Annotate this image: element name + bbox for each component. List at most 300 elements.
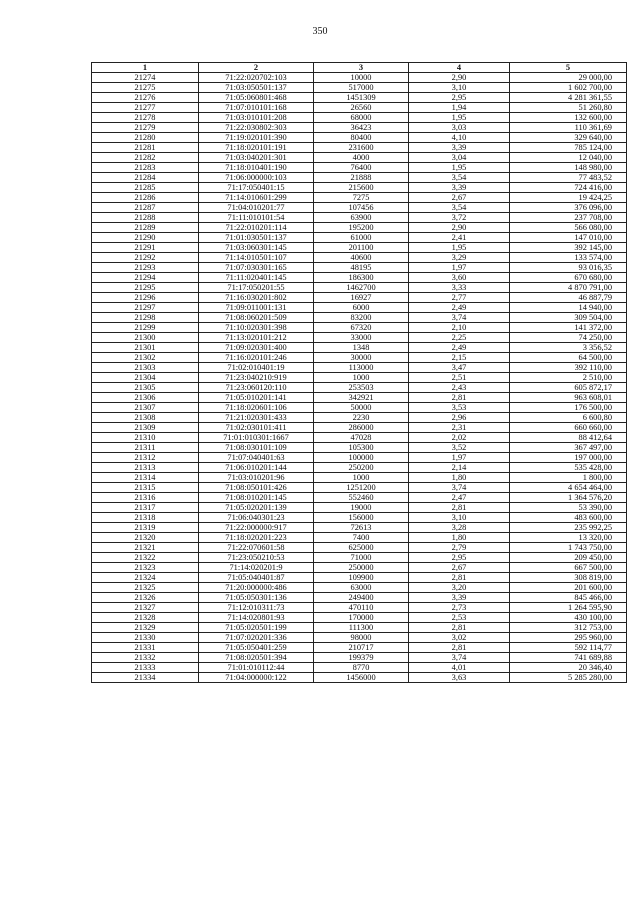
rate-cell: 1,97 bbox=[409, 453, 510, 463]
rate-cell: 2,73 bbox=[409, 603, 510, 613]
amount-cell: 13 320,00 bbox=[510, 533, 627, 543]
rate-cell: 1,95 bbox=[409, 243, 510, 253]
row-number-cell: 21301 bbox=[92, 343, 199, 353]
cadastral-number-cell: 71:05:050301:136 bbox=[199, 593, 314, 603]
amount-cell: 376 096,00 bbox=[510, 203, 627, 213]
amount-cell: 14 940,00 bbox=[510, 303, 627, 313]
cadastral-number-cell: 71:13:020101:212 bbox=[199, 333, 314, 343]
area-cell: 71000 bbox=[314, 553, 409, 563]
table-row bbox=[92, 273, 627, 283]
amount-cell: 295 960,00 bbox=[510, 633, 627, 643]
amount-cell: 329 640,00 bbox=[510, 133, 627, 143]
rate-cell: 2,53 bbox=[409, 613, 510, 623]
area-cell: 61000 bbox=[314, 233, 409, 243]
table-row bbox=[92, 633, 627, 643]
table-row bbox=[92, 463, 627, 473]
table-row bbox=[92, 613, 627, 623]
table-row bbox=[92, 153, 627, 163]
area-cell: 10000 bbox=[314, 73, 409, 83]
cadastral-number-cell: 71:22:070601:58 bbox=[199, 543, 314, 553]
rate-cell: 2,81 bbox=[409, 503, 510, 513]
area-cell: 249400 bbox=[314, 593, 409, 603]
row-number-cell: 21306 bbox=[92, 393, 199, 403]
row-number-cell: 21297 bbox=[92, 303, 199, 313]
table-row bbox=[92, 553, 627, 563]
amount-cell: 592 114,77 bbox=[510, 643, 627, 653]
table-row bbox=[92, 563, 627, 573]
table-row bbox=[92, 283, 627, 293]
rate-cell: 1,95 bbox=[409, 113, 510, 123]
cadastral-number-cell: 71:12:010311:73 bbox=[199, 603, 314, 613]
area-cell: 4000 bbox=[314, 153, 409, 163]
table-row bbox=[92, 603, 627, 613]
rate-cell: 3,33 bbox=[409, 283, 510, 293]
cadastral-number-cell: 71:08:060201:509 bbox=[199, 313, 314, 323]
area-cell: 68000 bbox=[314, 113, 409, 123]
row-number-cell: 21318 bbox=[92, 513, 199, 523]
rate-cell: 3,20 bbox=[409, 583, 510, 593]
cadastral-number-cell: 71:14:010601:299 bbox=[199, 193, 314, 203]
cadastral-number-cell: 71:03:060301:145 bbox=[199, 243, 314, 253]
amount-cell: 392 110,00 bbox=[510, 363, 627, 373]
row-number-cell: 21314 bbox=[92, 473, 199, 483]
area-cell: 231600 bbox=[314, 143, 409, 153]
area-cell: 48195 bbox=[314, 263, 409, 273]
area-cell: 1456000 bbox=[314, 673, 409, 683]
area-cell: 30000 bbox=[314, 353, 409, 363]
row-number-cell: 21287 bbox=[92, 203, 199, 213]
amount-cell: 4 281 361,55 bbox=[510, 93, 627, 103]
rate-cell: 2,67 bbox=[409, 563, 510, 573]
area-cell: 63900 bbox=[314, 213, 409, 223]
row-number-cell: 21278 bbox=[92, 113, 199, 123]
rate-cell: 3,74 bbox=[409, 483, 510, 493]
rate-cell: 2,77 bbox=[409, 293, 510, 303]
amount-cell: 367 497,00 bbox=[510, 443, 627, 453]
amount-cell: 308 819,00 bbox=[510, 573, 627, 583]
row-number-cell: 21296 bbox=[92, 293, 199, 303]
row-number-cell: 21316 bbox=[92, 493, 199, 503]
amount-cell: 74 250,00 bbox=[510, 333, 627, 343]
cadastral-number-cell: 71:22:030802:303 bbox=[199, 123, 314, 133]
cadastral-number-cell: 71:05:020201:139 bbox=[199, 503, 314, 513]
amount-cell: 1 602 700,00 bbox=[510, 83, 627, 93]
cadastral-number-cell: 71:07:040401:63 bbox=[199, 453, 314, 463]
amount-cell: 141 372,00 bbox=[510, 323, 627, 333]
amount-cell: 12 040,00 bbox=[510, 153, 627, 163]
amount-cell: 201 600,00 bbox=[510, 583, 627, 593]
rate-cell: 2,02 bbox=[409, 433, 510, 443]
rate-cell: 4,10 bbox=[409, 133, 510, 143]
area-cell: 63000 bbox=[314, 583, 409, 593]
amount-cell: 1 743 750,00 bbox=[510, 543, 627, 553]
table-row bbox=[92, 513, 627, 523]
amount-cell: 483 600,00 bbox=[510, 513, 627, 523]
cadastral-number-cell: 71:22:000000:917 bbox=[199, 523, 314, 533]
row-number-cell: 21308 bbox=[92, 413, 199, 423]
amount-cell: 1 264 595,90 bbox=[510, 603, 627, 613]
row-number-cell: 21325 bbox=[92, 583, 199, 593]
row-number-cell: 21292 bbox=[92, 253, 199, 263]
area-cell: 1348 bbox=[314, 343, 409, 353]
rate-cell: 2,25 bbox=[409, 333, 510, 343]
cadastral-number-cell: 71:18:010401:190 bbox=[199, 163, 314, 173]
area-cell: 286000 bbox=[314, 423, 409, 433]
row-number-cell: 21305 bbox=[92, 383, 199, 393]
area-cell: 186300 bbox=[314, 273, 409, 283]
table-body bbox=[92, 73, 627, 683]
cadastral-number-cell: 71:14:020801:93 bbox=[199, 613, 314, 623]
rate-cell: 2,81 bbox=[409, 643, 510, 653]
row-number-cell: 21309 bbox=[92, 423, 199, 433]
area-cell: 105300 bbox=[314, 443, 409, 453]
rate-cell: 3,10 bbox=[409, 83, 510, 93]
table-row bbox=[92, 393, 627, 403]
cadastral-number-cell: 71:02:010401:19 bbox=[199, 363, 314, 373]
cadastral-number-cell: 71:22:010201:114 bbox=[199, 223, 314, 233]
cadastral-number-cell: 71:03:010101:208 bbox=[199, 113, 314, 123]
area-cell: 253503 bbox=[314, 383, 409, 393]
amount-cell: 147 010,00 bbox=[510, 233, 627, 243]
table-row bbox=[92, 403, 627, 413]
table-row bbox=[92, 433, 627, 443]
rate-cell: 3,39 bbox=[409, 183, 510, 193]
row-number-cell: 21275 bbox=[92, 83, 199, 93]
cadastral-number-cell: 71:07:020201:336 bbox=[199, 633, 314, 643]
amount-cell: 235 992,25 bbox=[510, 523, 627, 533]
row-number-cell: 21330 bbox=[92, 633, 199, 643]
area-cell: 21888 bbox=[314, 173, 409, 183]
rate-cell: 3,39 bbox=[409, 593, 510, 603]
cadastral-number-cell: 71:19:020101:390 bbox=[199, 133, 314, 143]
row-number-cell: 21307 bbox=[92, 403, 199, 413]
cadastral-number-cell: 71:08:030101:109 bbox=[199, 443, 314, 453]
area-cell: 625000 bbox=[314, 543, 409, 553]
table-row bbox=[92, 203, 627, 213]
cadastral-number-cell: 71:06:040301:23 bbox=[199, 513, 314, 523]
row-number-cell: 21291 bbox=[92, 243, 199, 253]
amount-cell: 110 361,69 bbox=[510, 123, 627, 133]
table-row bbox=[92, 343, 627, 353]
rate-cell: 3,74 bbox=[409, 313, 510, 323]
area-cell: 215600 bbox=[314, 183, 409, 193]
cadastral-number-cell: 71:10:020301:398 bbox=[199, 323, 314, 333]
amount-cell: 88 412,64 bbox=[510, 433, 627, 443]
amount-cell: 6 600,80 bbox=[510, 413, 627, 423]
area-cell: 470110 bbox=[314, 603, 409, 613]
area-cell: 76400 bbox=[314, 163, 409, 173]
rate-cell: 3,72 bbox=[409, 213, 510, 223]
table-row bbox=[92, 673, 627, 683]
rate-cell: 2,81 bbox=[409, 393, 510, 403]
area-cell: 1451309 bbox=[314, 93, 409, 103]
table-row bbox=[92, 443, 627, 453]
amount-cell: 3 356,52 bbox=[510, 343, 627, 353]
cadastral-number-cell: 71:18:020601:106 bbox=[199, 403, 314, 413]
table-row bbox=[92, 373, 627, 383]
cadastral-number-cell: 71:22:020702:103 bbox=[199, 73, 314, 83]
cadastral-number-cell: 71:01:030501:137 bbox=[199, 233, 314, 243]
row-number-cell: 21277 bbox=[92, 103, 199, 113]
rate-cell: 4,01 bbox=[409, 663, 510, 673]
table-row bbox=[92, 173, 627, 183]
row-number-cell: 21310 bbox=[92, 433, 199, 443]
area-cell: 100000 bbox=[314, 453, 409, 463]
amount-cell: 724 416,00 bbox=[510, 183, 627, 193]
amount-cell: 309 504,00 bbox=[510, 313, 627, 323]
table-row bbox=[92, 313, 627, 323]
amount-cell: 209 450,00 bbox=[510, 553, 627, 563]
row-number-cell: 21282 bbox=[92, 153, 199, 163]
cadastral-number-cell: 71:11:010101:54 bbox=[199, 213, 314, 223]
row-number-cell: 21331 bbox=[92, 643, 199, 653]
area-cell: 199379 bbox=[314, 653, 409, 663]
rate-cell: 2,81 bbox=[409, 623, 510, 633]
amount-cell: 64 500,00 bbox=[510, 353, 627, 363]
cadastral-number-cell: 71:01:010301:1667 bbox=[199, 433, 314, 443]
amount-cell: 963 608,01 bbox=[510, 393, 627, 403]
table-row bbox=[92, 253, 627, 263]
area-cell: 7275 bbox=[314, 193, 409, 203]
amount-cell: 312 753,00 bbox=[510, 623, 627, 633]
rate-cell: 2,49 bbox=[409, 303, 510, 313]
amount-cell: 660 660,00 bbox=[510, 423, 627, 433]
row-number-cell: 21327 bbox=[92, 603, 199, 613]
row-number-cell: 21329 bbox=[92, 623, 199, 633]
area-cell: 170000 bbox=[314, 613, 409, 623]
rate-cell: 3,03 bbox=[409, 123, 510, 133]
rate-cell: 3,39 bbox=[409, 143, 510, 153]
area-cell: 2230 bbox=[314, 413, 409, 423]
amount-cell: 20 346,40 bbox=[510, 663, 627, 673]
table-row bbox=[92, 423, 627, 433]
cadastral-number-cell: 71:18:020101:191 bbox=[199, 143, 314, 153]
row-number-cell: 21317 bbox=[92, 503, 199, 513]
rate-cell: 1,97 bbox=[409, 263, 510, 273]
cadastral-number-cell: 71:18:020201:223 bbox=[199, 533, 314, 543]
cadastral-number-cell: 71:09:020301:400 bbox=[199, 343, 314, 353]
amount-cell: 741 689,88 bbox=[510, 653, 627, 663]
rate-cell: 3,47 bbox=[409, 363, 510, 373]
row-number-cell: 21326 bbox=[92, 593, 199, 603]
rate-cell: 2,79 bbox=[409, 543, 510, 553]
rate-cell: 2,43 bbox=[409, 383, 510, 393]
row-number-cell: 21313 bbox=[92, 463, 199, 473]
row-number-cell: 21286 bbox=[92, 193, 199, 203]
amount-cell: 19 424,25 bbox=[510, 193, 627, 203]
table-row bbox=[92, 163, 627, 173]
table-row bbox=[92, 293, 627, 303]
amount-cell: 392 145,00 bbox=[510, 243, 627, 253]
amount-cell: 1 800,00 bbox=[510, 473, 627, 483]
cadastral-number-cell: 71:02:030101:411 bbox=[199, 423, 314, 433]
area-cell: 156000 bbox=[314, 513, 409, 523]
rate-cell: 2,41 bbox=[409, 233, 510, 243]
area-cell: 250000 bbox=[314, 563, 409, 573]
cadastral-number-cell: 71:09:011001:131 bbox=[199, 303, 314, 313]
table-row bbox=[92, 93, 627, 103]
area-cell: 552460 bbox=[314, 493, 409, 503]
area-cell: 26560 bbox=[314, 103, 409, 113]
amount-cell: 51 260,80 bbox=[510, 103, 627, 113]
rate-cell: 1,94 bbox=[409, 103, 510, 113]
amount-cell: 197 000,00 bbox=[510, 453, 627, 463]
area-cell: 7400 bbox=[314, 533, 409, 543]
table-row bbox=[92, 243, 627, 253]
area-cell: 1000 bbox=[314, 373, 409, 383]
table-row bbox=[92, 523, 627, 533]
amount-cell: 132 600,00 bbox=[510, 113, 627, 123]
row-number-cell: 21332 bbox=[92, 653, 199, 663]
row-number-cell: 21319 bbox=[92, 523, 199, 533]
table-row bbox=[92, 643, 627, 653]
table-row bbox=[92, 83, 627, 93]
row-number-cell: 21279 bbox=[92, 123, 199, 133]
cadastral-number-cell: 71:05:040401:87 bbox=[199, 573, 314, 583]
rate-cell: 3,74 bbox=[409, 653, 510, 663]
area-cell: 113000 bbox=[314, 363, 409, 373]
amount-cell: 4 654 464,00 bbox=[510, 483, 627, 493]
rate-cell: 3,52 bbox=[409, 443, 510, 453]
row-number-cell: 21334 bbox=[92, 673, 199, 683]
table-row bbox=[92, 353, 627, 363]
cadastral-number-cell: 71:08:020501:394 bbox=[199, 653, 314, 663]
column-header-2: 2 bbox=[199, 63, 314, 73]
row-number-cell: 21302 bbox=[92, 353, 199, 363]
column-header-4: 4 bbox=[409, 63, 510, 73]
area-cell: 250200 bbox=[314, 463, 409, 473]
table-row bbox=[92, 363, 627, 373]
amount-cell: 29 000,00 bbox=[510, 73, 627, 83]
row-number-cell: 21323 bbox=[92, 563, 199, 573]
area-cell: 517000 bbox=[314, 83, 409, 93]
table-row bbox=[92, 383, 627, 393]
row-number-cell: 21280 bbox=[92, 133, 199, 143]
rate-cell: 2,90 bbox=[409, 223, 510, 233]
area-cell: 72613 bbox=[314, 523, 409, 533]
row-number-cell: 21303 bbox=[92, 363, 199, 373]
rate-cell: 2,47 bbox=[409, 493, 510, 503]
rate-cell: 2,15 bbox=[409, 353, 510, 363]
amount-cell: 2 510,00 bbox=[510, 373, 627, 383]
table-row bbox=[92, 593, 627, 603]
cadastral-number-cell: 71:21:020301:433 bbox=[199, 413, 314, 423]
table-row bbox=[92, 183, 627, 193]
area-cell: 111300 bbox=[314, 623, 409, 633]
area-cell: 1462700 bbox=[314, 283, 409, 293]
area-cell: 8770 bbox=[314, 663, 409, 673]
column-header-3: 3 bbox=[314, 63, 409, 73]
area-cell: 201100 bbox=[314, 243, 409, 253]
table-header bbox=[92, 63, 627, 73]
table-row bbox=[92, 653, 627, 663]
cadastral-number-cell: 71:05:060801:468 bbox=[199, 93, 314, 103]
cadastral-number-cell: 71:07:030301:165 bbox=[199, 263, 314, 273]
table-row bbox=[92, 543, 627, 553]
amount-cell: 430 100,00 bbox=[510, 613, 627, 623]
rate-cell: 3,53 bbox=[409, 403, 510, 413]
cadastral-number-cell: 71:05:020501:199 bbox=[199, 623, 314, 633]
row-number-cell: 21289 bbox=[92, 223, 199, 233]
amount-cell: 670 680,00 bbox=[510, 273, 627, 283]
cadastral-number-cell: 71:03:050501:137 bbox=[199, 83, 314, 93]
cadastral-number-cell: 71:23:040210:919 bbox=[199, 373, 314, 383]
cadastral-number-cell: 71:11:020401:145 bbox=[199, 273, 314, 283]
rate-cell: 1,80 bbox=[409, 533, 510, 543]
rate-cell: 2,96 bbox=[409, 413, 510, 423]
rate-cell: 2,95 bbox=[409, 553, 510, 563]
rate-cell: 2,31 bbox=[409, 423, 510, 433]
rate-cell: 2,95 bbox=[409, 93, 510, 103]
cadastral-number-cell: 71:17:050201:55 bbox=[199, 283, 314, 293]
area-cell: 80400 bbox=[314, 133, 409, 143]
rate-cell: 2,14 bbox=[409, 463, 510, 473]
row-number-cell: 21298 bbox=[92, 313, 199, 323]
row-number-cell: 21290 bbox=[92, 233, 199, 243]
table-row bbox=[92, 123, 627, 133]
row-number-cell: 21284 bbox=[92, 173, 199, 183]
area-cell: 210717 bbox=[314, 643, 409, 653]
amount-cell: 667 500,00 bbox=[510, 563, 627, 573]
row-number-cell: 21320 bbox=[92, 533, 199, 543]
row-number-cell: 21333 bbox=[92, 663, 199, 673]
amount-cell: 133 574,00 bbox=[510, 253, 627, 263]
amount-cell: 566 080,00 bbox=[510, 223, 627, 233]
area-cell: 36423 bbox=[314, 123, 409, 133]
rate-cell: 2,49 bbox=[409, 343, 510, 353]
area-cell: 195200 bbox=[314, 223, 409, 233]
rate-cell: 3,02 bbox=[409, 633, 510, 643]
cadastral-number-cell: 71:14:020201:9 bbox=[199, 563, 314, 573]
row-number-cell: 21324 bbox=[92, 573, 199, 583]
cadastral-number-cell: 71:23:050210:53 bbox=[199, 553, 314, 563]
column-header-5: 5 bbox=[510, 63, 627, 73]
table-row bbox=[92, 503, 627, 513]
table-row bbox=[92, 583, 627, 593]
area-cell: 1000 bbox=[314, 473, 409, 483]
cadastral-number-cell: 71:03:040201:301 bbox=[199, 153, 314, 163]
amount-cell: 176 500,00 bbox=[510, 403, 627, 413]
table-row bbox=[92, 453, 627, 463]
amount-cell: 845 466,00 bbox=[510, 593, 627, 603]
area-cell: 98000 bbox=[314, 633, 409, 643]
row-number-cell: 21300 bbox=[92, 333, 199, 343]
amount-cell: 535 428,00 bbox=[510, 463, 627, 473]
cadastral-number-cell: 71:20:000000:486 bbox=[199, 583, 314, 593]
rate-cell: 3,60 bbox=[409, 273, 510, 283]
row-number-cell: 21285 bbox=[92, 183, 199, 193]
amount-cell: 237 708,00 bbox=[510, 213, 627, 223]
area-cell: 67320 bbox=[314, 323, 409, 333]
rate-cell: 2,90 bbox=[409, 73, 510, 83]
rate-cell: 3,54 bbox=[409, 173, 510, 183]
amount-cell: 93 016,35 bbox=[510, 263, 627, 273]
row-number-cell: 21322 bbox=[92, 553, 199, 563]
table-row bbox=[92, 143, 627, 153]
amount-cell: 53 390,00 bbox=[510, 503, 627, 513]
rate-cell: 2,67 bbox=[409, 193, 510, 203]
table-row bbox=[92, 623, 627, 633]
table-row bbox=[92, 473, 627, 483]
cadastral-number-cell: 71:08:050101:426 bbox=[199, 483, 314, 493]
rate-cell: 3,29 bbox=[409, 253, 510, 263]
table-row bbox=[92, 263, 627, 273]
cadastral-number-cell: 71:01:010112:44 bbox=[199, 663, 314, 673]
table-row bbox=[92, 413, 627, 423]
cadastral-number-cell: 71:16:030201:802 bbox=[199, 293, 314, 303]
amount-cell: 1 364 576,20 bbox=[510, 493, 627, 503]
amount-cell: 148 980,00 bbox=[510, 163, 627, 173]
